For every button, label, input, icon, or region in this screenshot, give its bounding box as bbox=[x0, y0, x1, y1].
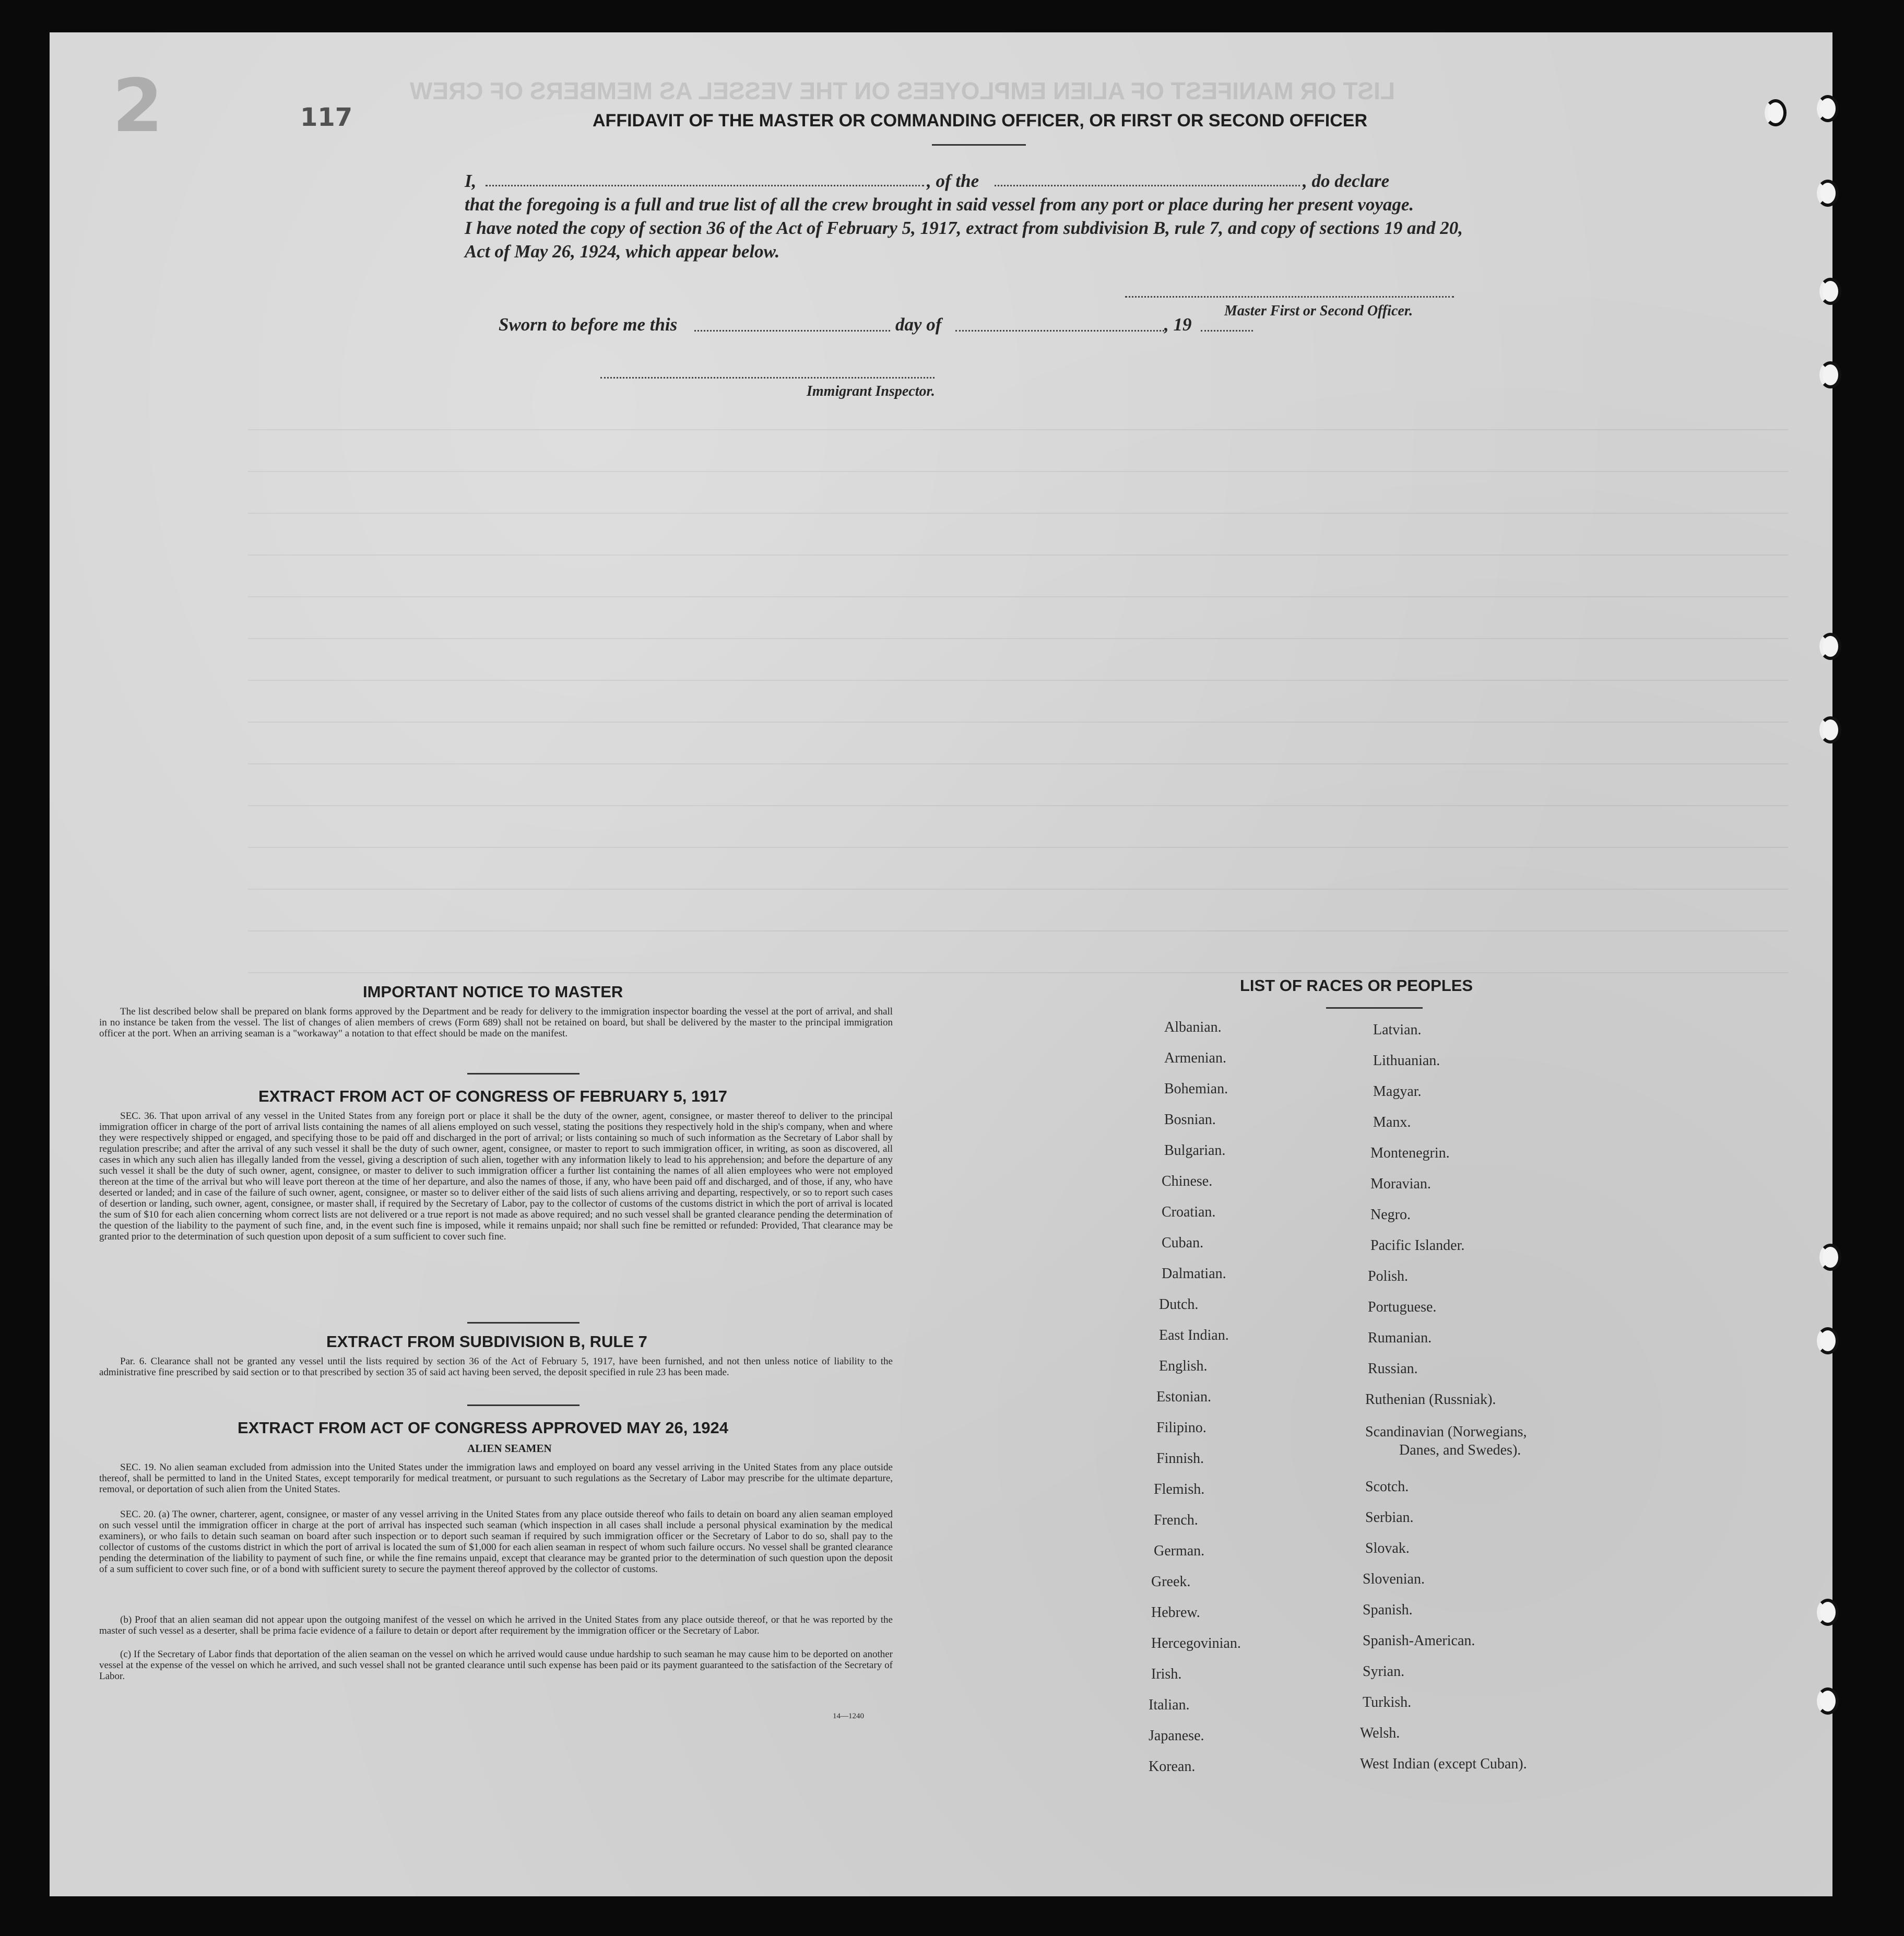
race-col2-item: Scotch. bbox=[1365, 1479, 1409, 1495]
binder-hole-icon bbox=[1817, 1687, 1839, 1715]
vessel-name-field[interactable] bbox=[995, 185, 1300, 186]
handwritten-page-number: 117 bbox=[300, 103, 353, 132]
race-col2-item: Russian. bbox=[1368, 1361, 1418, 1377]
race-col2-item: Spanish-American. bbox=[1363, 1633, 1475, 1649]
sworn-day-of: day of bbox=[895, 314, 942, 335]
race-col2-item: Latvian. bbox=[1373, 1022, 1422, 1038]
races-title: LIST OF RACES OR PEOPLES bbox=[1240, 976, 1473, 995]
alien-seamen-subtitle: ALIEN SEAMEN bbox=[467, 1442, 552, 1455]
bleed-through-row bbox=[248, 429, 1788, 430]
bleed-through-row bbox=[248, 471, 1788, 472]
race-col2-item: Rumanian. bbox=[1368, 1330, 1432, 1346]
bleed-through-row bbox=[248, 680, 1788, 681]
affidavit-line-declarant bbox=[465, 171, 476, 192]
bleed-through-row bbox=[248, 805, 1788, 806]
race-col2-item: Slovenian. bbox=[1363, 1571, 1425, 1587]
race-col1-item: Dutch. bbox=[1159, 1296, 1199, 1313]
race-col2-item: Negro. bbox=[1370, 1207, 1411, 1223]
sworn-before-me: Sworn to before me this bbox=[499, 314, 678, 335]
bleed-through-row bbox=[248, 930, 1788, 931]
sworn-day-field[interactable] bbox=[694, 330, 890, 332]
affidavit-title: AFFIDAVIT OF THE MASTER OR COMMANDING OFFICER, OR FIRST OR SECOND OFFICER bbox=[593, 111, 1367, 131]
bleed-through-row bbox=[248, 722, 1788, 723]
binder-hole-icon bbox=[1817, 1327, 1839, 1354]
race-col1-item: Croatian. bbox=[1162, 1204, 1216, 1220]
race-col1-item: Irish. bbox=[1151, 1666, 1182, 1682]
master-signature-label: Master First or Second Officer. bbox=[1224, 303, 1413, 319]
race-col1-item: Dalmatian. bbox=[1162, 1266, 1226, 1282]
binder-hole-icon bbox=[1817, 1599, 1839, 1626]
sec20a-body: SEC. 20. (a) The owner, charterer, agent, consignee, or master of any vessel arriving in the United States from any place outside thereof who fails to detain on board any alien seaman employed on such vessel until the immigration officer in charge at the port of arrival has inspected such seaman (which inspection in all cases shall include a personal physical examination by the medical examiners), or who fails to detain such seaman on board after such inspection or to deport such seaman if required by such immigration officer or the Secretary of Labor to do so, shall pay to the collector of customs of the customs district in which the port of arrival is located the sum of $1,000 for each alien seaman in respect of whom such failure occurs. No vessel shall be granted clearance pending the determination of the liability to payment of such fine, or while the fine remains unpaid, except that clearance may be granted prior to the determination of such question upon the deposit of a sum sufficient to cover such fine, or of a bond with sufficient surety to secure the payment thereof approved by the collector of customs. bbox=[99, 1509, 893, 1575]
race-col2-item: Portuguese. bbox=[1368, 1299, 1437, 1315]
inspector-signature-label: Immigrant Inspector. bbox=[807, 383, 935, 399]
divider bbox=[467, 1322, 580, 1324]
bleed-through-title: LIST OR MANIFEST OF ALIEN EMPLOYEES ON THE VESSEL AS MEMBERS OF CREW bbox=[410, 77, 1395, 104]
affidavit-do-declare: , do declare bbox=[1303, 171, 1390, 191]
race-col1-item: Filipino. bbox=[1156, 1420, 1207, 1436]
race-col1-item: Cuban. bbox=[1162, 1235, 1204, 1251]
rule7-title: EXTRACT FROM SUBDIVISION B, RULE 7 bbox=[326, 1332, 647, 1351]
affidavit-of-the: , of the bbox=[927, 171, 979, 191]
bleed-through-row bbox=[248, 513, 1788, 514]
binder-hole-icon bbox=[1819, 633, 1841, 660]
bleed-through-row bbox=[248, 847, 1788, 848]
inspector-signature-field[interactable] bbox=[600, 377, 935, 379]
divider bbox=[1326, 1007, 1423, 1009]
bleed-through-row bbox=[248, 554, 1788, 556]
race-col1-item: Bosnian. bbox=[1164, 1112, 1216, 1128]
notice-body: The list described below shall be prepared on blank forms approved by the Department and be ready for delivery to the immigration inspector boarding the vessel at the port of arrival, and shall in no instance be taken from the vessel. The list of changes of alien members of crews (Form 689) shall not be retained on board, but shall be delivered by the master to the principal immigration officer at the port. When an arriving seaman is a "workaway" a notation to that effect should be made on the manifest. bbox=[99, 1006, 893, 1039]
race-col1-item: English. bbox=[1159, 1358, 1208, 1374]
race-col2-item: Polish. bbox=[1368, 1268, 1409, 1284]
sec20c-body: (c) If the Secretary of Labor finds that deportation of the alien seaman on the vessel on which he arrived would cause undue hardship to such seaman he may cause him to be deported on another vessel at the expense of the vessel on which he arrived, and such vessel shall not be granted clearance until such expense has been paid or its payment guaranteed to the satisfaction of the Secretary of Labor. bbox=[99, 1649, 893, 1682]
sworn-year-prefix: , 19 bbox=[1164, 314, 1192, 335]
race-col1-item: Italian. bbox=[1149, 1697, 1190, 1713]
race-col2-item: West Indian (except Cuban). bbox=[1360, 1756, 1527, 1772]
race-col1-item: East Indian. bbox=[1159, 1327, 1229, 1343]
race-col1-item: Flemish. bbox=[1154, 1481, 1205, 1497]
divider bbox=[467, 1073, 580, 1075]
sworn-year-field[interactable] bbox=[1201, 330, 1253, 332]
race-col1-item: Greek. bbox=[1151, 1574, 1191, 1590]
sworn-month-field[interactable] bbox=[955, 330, 1164, 332]
declarant-name-field[interactable] bbox=[486, 185, 924, 186]
race-col2-item: Magyar. bbox=[1373, 1083, 1422, 1100]
affidavit-i: I, bbox=[465, 171, 477, 191]
affidavit-line-3: I have noted the copy of section 36 of the Act of February 5, 1917, extract from subdivision B, rule 7, and copy of sections 19 and 20, bbox=[465, 218, 1463, 238]
document-page bbox=[50, 32, 1832, 1896]
divider bbox=[467, 1404, 580, 1406]
bleed-through-row bbox=[248, 638, 1788, 639]
notice-title: IMPORTANT NOTICE TO MASTER bbox=[363, 983, 623, 1001]
race-col2-item: Turkish. bbox=[1363, 1694, 1412, 1710]
race-col2-item: Moravian. bbox=[1370, 1176, 1431, 1192]
race-col2-item: Lithuanian. bbox=[1373, 1053, 1440, 1069]
bleed-through-row bbox=[248, 596, 1788, 597]
race-col2-item: Montenegrin. bbox=[1370, 1145, 1450, 1161]
bleed-through-row bbox=[248, 763, 1788, 764]
stamped-page-number: 2 bbox=[112, 64, 163, 149]
race-col2-item: Pacific Islander. bbox=[1370, 1237, 1465, 1254]
race-col2-item: Slovak. bbox=[1365, 1540, 1410, 1556]
race-col1-item: Estonian. bbox=[1156, 1389, 1211, 1405]
affidavit-line-2: that the foregoing is a full and true list of all the crew brought in said vessel from any port or place during her present voyage. bbox=[465, 194, 1414, 215]
race-col2-item: Danes, and Swedes). bbox=[1399, 1442, 1521, 1458]
sec20b-body: (b) Proof that an alien seaman did not appear upon the outgoing manifest of the vessel on which he arrived in the United States from any place outside thereof, or that he was reported by the master of such vessel as a deserter, shall be prima facie evidence of a failure to detain or deport after requirement by the immigration officer or the Secretary of Labor. bbox=[99, 1614, 893, 1636]
affidavit-line-4: Act of May 26, 1924, which appear below. bbox=[465, 241, 780, 262]
binder-hole-icon bbox=[1765, 99, 1787, 126]
divider bbox=[932, 144, 1026, 146]
race-col1-item: Chinese. bbox=[1162, 1173, 1213, 1189]
race-col2-item: Spanish. bbox=[1363, 1602, 1413, 1618]
race-col2-item: Scandinavian (Norwegians, bbox=[1365, 1424, 1527, 1440]
bleed-through-row bbox=[248, 972, 1788, 973]
bleed-through-row bbox=[248, 889, 1788, 890]
sec19-body: SEC. 19. No alien seaman excluded from admission into the United States under the immigration laws and employed on board any vessel arriving in the United States from any place outside thereof, shall be permitted to land in the United States, except temporarily for medical treatment, or pursuant to such regulations as the Secretary of Labor may prescribe for the ultimate departure, removal, or deportation of such alien from the United States. bbox=[99, 1462, 893, 1495]
race-col2-item: Welsh. bbox=[1360, 1725, 1400, 1741]
master-signature-field[interactable] bbox=[1125, 296, 1454, 298]
race-col1-item: Albanian. bbox=[1164, 1019, 1222, 1035]
race-col1-item: Armenian. bbox=[1164, 1050, 1226, 1066]
extract-1917-body: SEC. 36. That upon arrival of any vessel in the United States from any foreign port or place it shall be the duty of the owner, agent, consignee, or master thereof to deliver to the principal immigration officer in charge of the port of arrival lists containing the names of all aliens employed on such vessel, stating the positions they respectively hold in the ship's company, when and where they were respectively shipped or engaged, and specifying those to be paid off and discharged in the port of arrival; or lists containing so much of such information as the Secretary of Labor shall by regulation prescribe; and after the arrival of any such vessel it shall be the duty of such owner, agent, consignee, or master to report to such immigration officer, in writing, as soon as discovered, all cases in which any such alien has illegally landed from the vessel, giving a description of such alien, together with any information likely to lead to his apprehension; and before the departure of any such vessel it shall be the duty of such owner, agent, consignee, or master to deliver to such immigration officer a further list containing the names of all alien employees who were not employed thereon at the time of the arrival but who will leave port thereon at the time of her departure, and also the names of those, if any, who have been paid off and discharged, and of those, if any, who have deserted or landed; and in case of the failure of such owner, agent, consignee, or master so to deliver either of the said lists of such aliens arriving and departing, respectively, or so to report such cases of desertion or landing, such owner, agent, consignee, or master shall, if required by the Secretary of Labor, pay to the collector of customs of the customs district in which the port of arrival is located the sum of $10 for each alien concerning whom correct lists are not delivered or a true report is not made as above required; and no such vessel shall be granted clearance pending the determination of the question of the liability to the payment of such fine, and, in the event such fine is imposed, while it remains unpaid; nor shall such fine be remitted or refunded: Provided, That clearance may be granted prior to the determination of such question upon deposit of a sum sufficient to cover such fine. bbox=[99, 1111, 893, 1242]
extract-1917-title: EXTRACT FROM ACT OF CONGRESS OF FEBRUARY 5, 1917 bbox=[258, 1087, 727, 1105]
binder-hole-icon bbox=[1819, 361, 1841, 388]
race-col1-item: German. bbox=[1154, 1543, 1205, 1559]
binder-hole-icon bbox=[1817, 95, 1839, 122]
race-col2-item: Serbian. bbox=[1365, 1509, 1414, 1526]
extract-1924-title: EXTRACT FROM ACT OF CONGRESS APPROVED MAY 26, 1924 bbox=[238, 1419, 728, 1437]
race-col2-item: Manx. bbox=[1373, 1114, 1411, 1130]
race-col1-item: Bohemian. bbox=[1164, 1081, 1228, 1097]
race-col1-item: Hercegovinian. bbox=[1151, 1635, 1241, 1651]
race-col1-item: French. bbox=[1154, 1512, 1198, 1528]
race-col1-item: Bulgarian. bbox=[1164, 1142, 1226, 1159]
binder-hole-icon bbox=[1819, 716, 1841, 743]
race-col1-item: Finnish. bbox=[1156, 1450, 1204, 1467]
form-number: 14—1240 bbox=[833, 1712, 864, 1720]
race-col2-item: Syrian. bbox=[1363, 1663, 1405, 1680]
race-col1-item: Hebrew. bbox=[1151, 1604, 1200, 1621]
race-col2-item: Ruthenian (Russniak). bbox=[1365, 1391, 1496, 1408]
race-col1-item: Japanese. bbox=[1149, 1728, 1204, 1744]
rule7-body: Par. 6. Clearance shall not be granted any vessel until the lists required by section 36 of the Act of February 5, 1917, have been furnished, and not then unless notice of liability to the administrative fine prescribed by said section or to that prescribed by section 35 of said act having been served, the deposit specified in rule 23 has been made. bbox=[99, 1356, 893, 1378]
race-col1-item: Korean. bbox=[1149, 1758, 1196, 1775]
binder-hole-icon bbox=[1819, 1244, 1841, 1271]
binder-hole-icon bbox=[1819, 278, 1841, 305]
binder-hole-icon bbox=[1817, 180, 1839, 207]
